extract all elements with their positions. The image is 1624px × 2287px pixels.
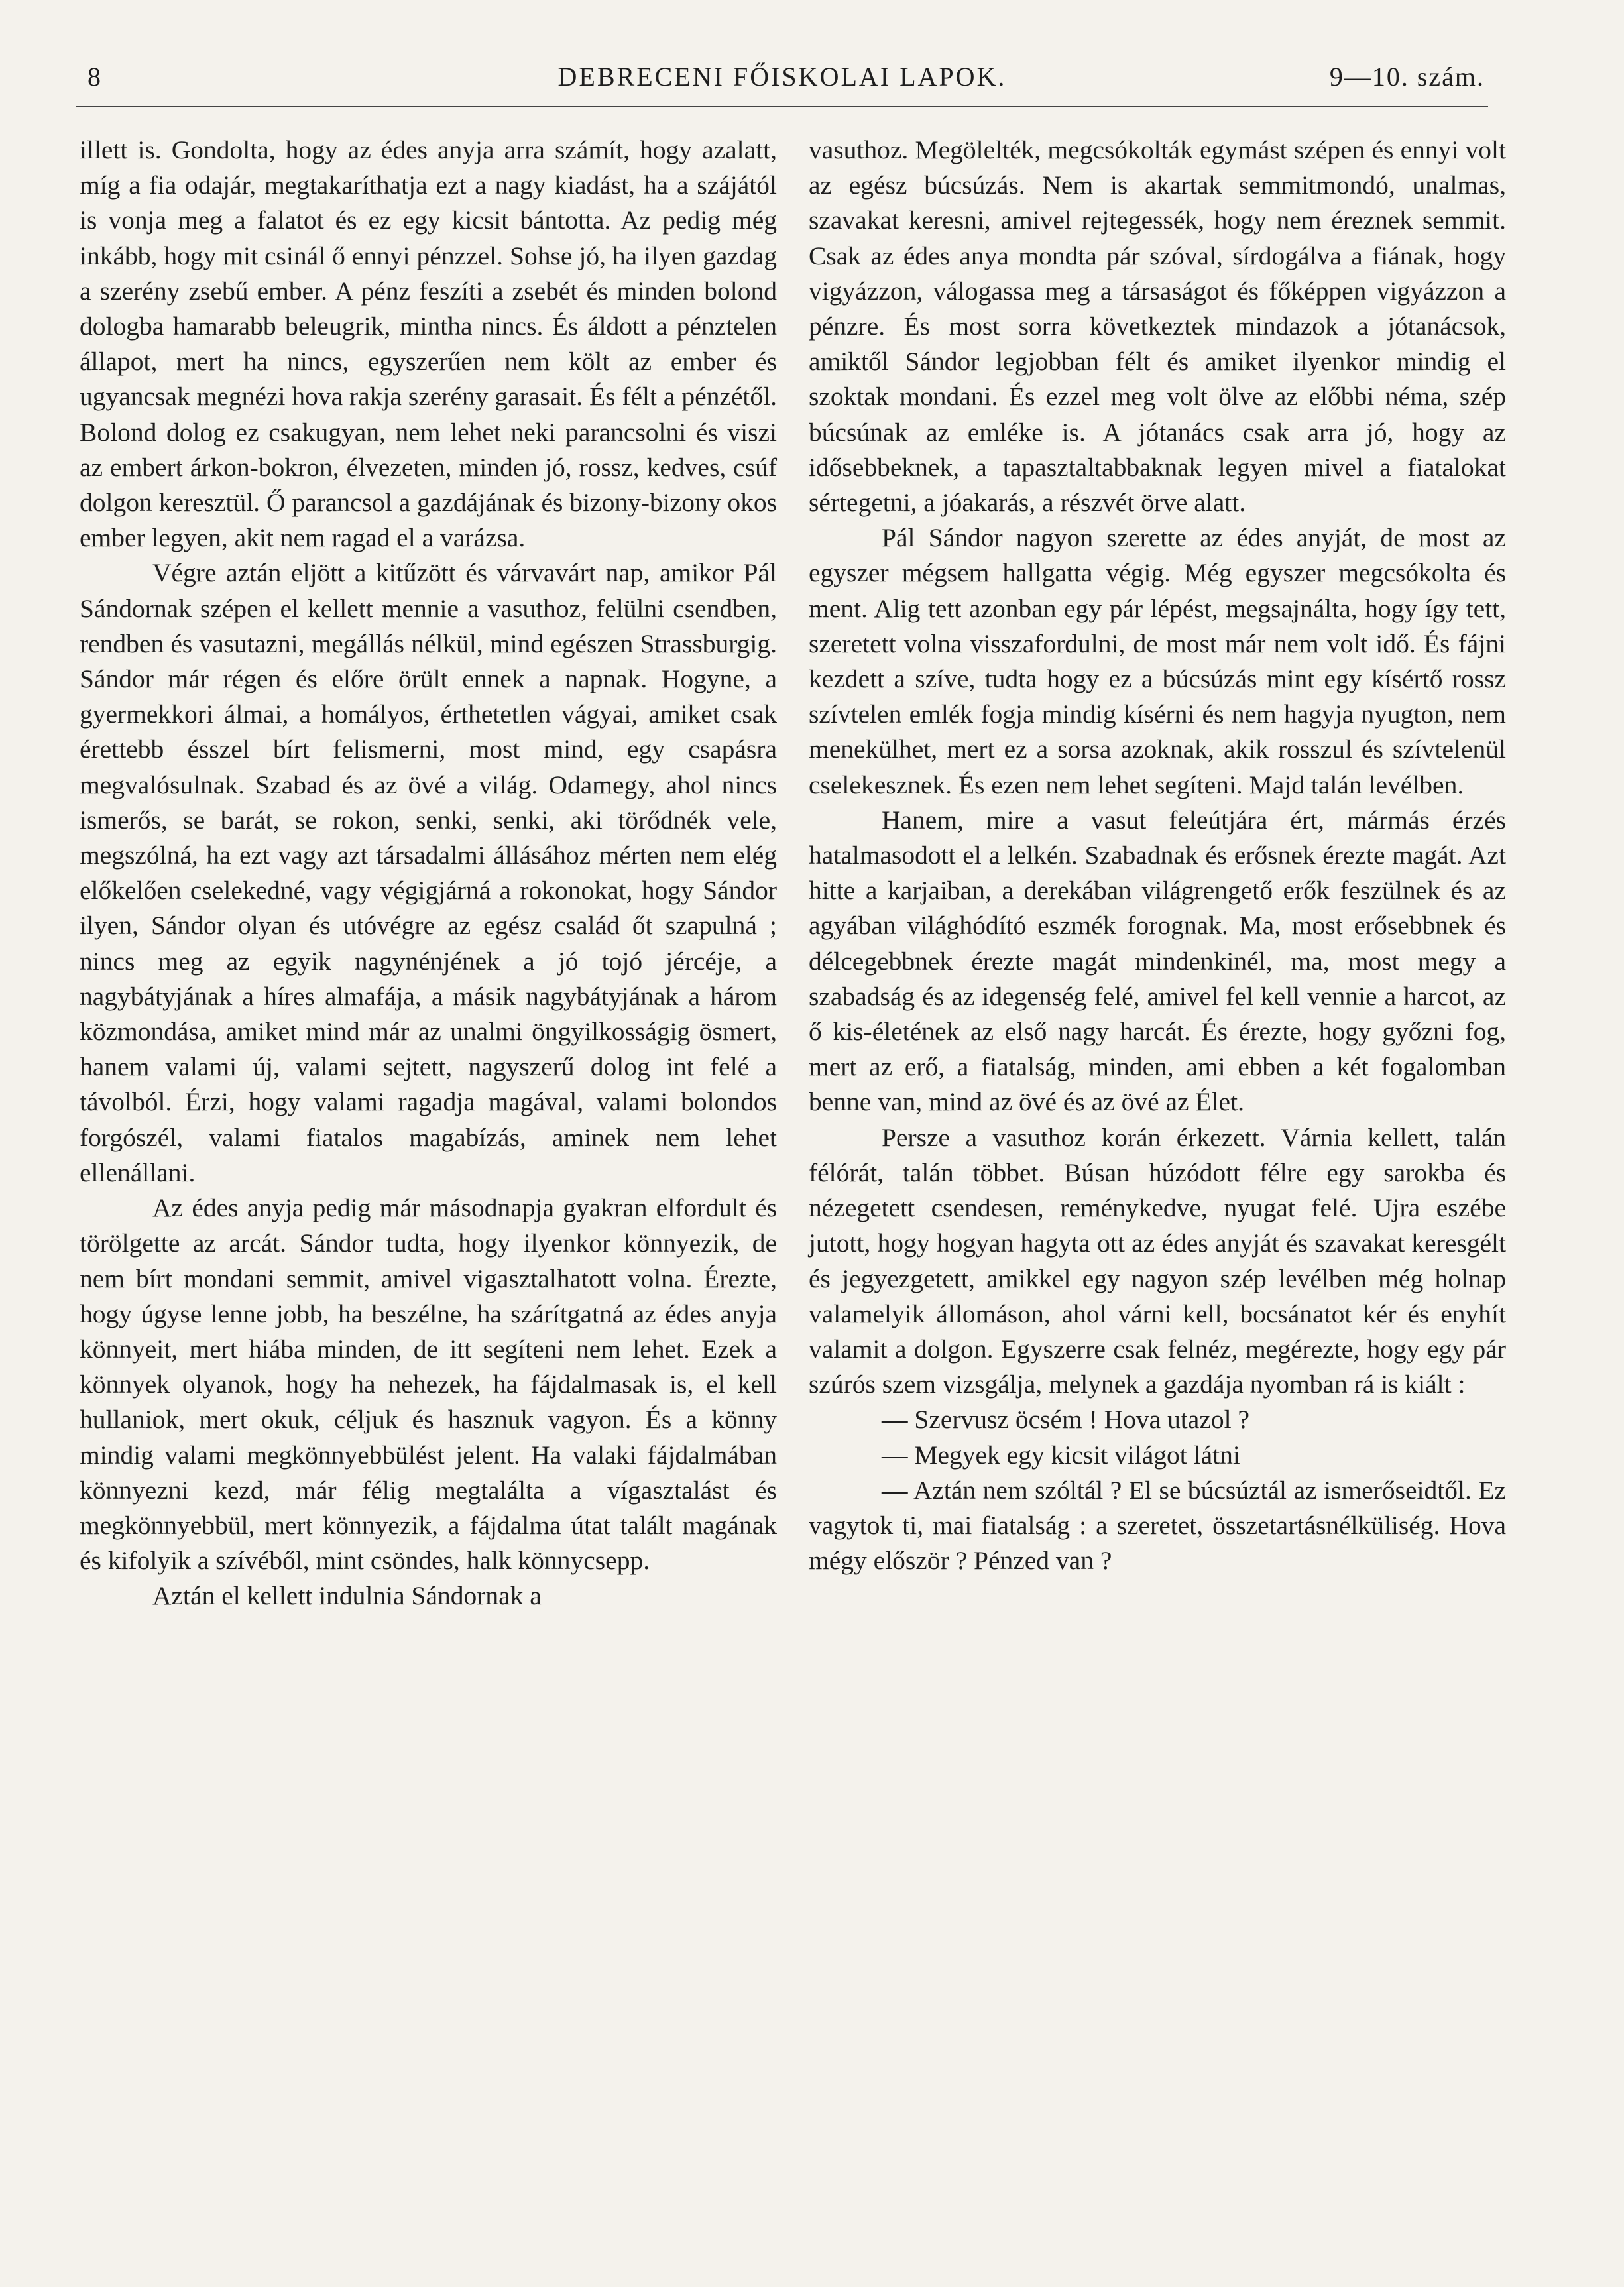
left-column (80, 133, 777, 1614)
journal-title: DEBRECENI FŐISKOLAI LAPOK. (557, 62, 1007, 91)
page-header (80, 61, 1485, 101)
paragraph: Pál Sándor nagyon szerette az édes anyját, de most az egyszer mégsem hallgatta végig. Még egyszer megcsókolta és ment. Alig tett azonban egy pár lépést, megsajnálta, hogy így tett, szeretett volna visszafordulni, de most már nem volt idő. És fájni kezdett a szíve, tudta hogy ez a búcsúzás mint egy kísértő rossz szívtelen emlék fogja mindig kísérni és nem hagyja nyugton, nem menekülhet, mert ez a sorsa azoknak, akik rosszul és szívtelenül cselekesznek. És ezen nem lehet segíteni. Majd talán levélben. (809, 523, 1506, 799)
right-column (809, 133, 1506, 1578)
issue-number: 9—10. szám. (1329, 62, 1485, 91)
paragraph: Hanem, mire a vasut feleútjára ért, mármás érzés hatalmasodott el a lelkén. Szabadnak és erősnek érezte magát. Azt hitte a karjaiban, a derekában világrengető erők feszülnek és az agyában világhódító eszmék forognak. Ma, most erősebbnek és délcegebbnek érezte magát mindenkinél, ma, most megy a szabadság és az idegenség felé, amivel fel kell vennie a harcot, az ő kis-életének az első nagy harcát. És érezte, hogy győzni fog, mert az erő, a fiatalság, minden, ami ebben a két fogalomban benne van, mind az övé és az övé az Élet. (809, 805, 1506, 1117)
page-number: 8 (87, 62, 102, 91)
paragraph: vasuthoz. Megölelték, megcsókolták egymást szépen és ennyi volt az egész búcsúzás. Nem is akartak semmitmondó, unalmas, szavakat keresni, amivel rejtegessék, hogy nem éreznek semmit. Csak az édes anya mondta pár szóval, sírdogálva a fiának, hogy vigyázzon, válogassa meg a társaságot és főképpen vigyázzon a pénzre. És most sorra következtek mindazok a jótanácsok, amiktől Sándor legjobban félt és amiket ilyenkor mindig el szoktak mondani. És ezzel meg volt ölve az előbbi néma, szép búcsúnak az emléke is. A jótanács csak arra jó, hogy az idősebbeknek, a tapasztaltabbaknak legyen mivel a fiatalokat sértegetni, a jóakarás, a részvét örve alatt. (809, 135, 1506, 518)
header-rule (76, 106, 1488, 107)
paragraph: Aztán el kellett indulnia Sándornak a (152, 1581, 542, 1611)
paragraph: Végre aztán eljött a kitűzött és várvavárt nap, amikor Pál Sándornak szépen el kellett mennie a vasuthoz, felülni csendben, rendben és vasutazni, megállás nélkül, mind egészen Strassburgig. Sándor már régen és előre örült ennek a napnak. Hogyne, a gyermekkori álmai, a homályos, érthetetlen vágyai, amiket csak érettebb ésszel bírt felismerni, most mind, egy csapásra megvalósulnak. Szabad és az övé a világ. Odamegy, ahol nincs ismerős, se barát, se rokon, senki, senki, aki törődnék vele, megszólná, ha ezt vagy azt társadalmi állásához mérten nem elég előkelően cselekedné, vagy végigjárná a rokonokat, hogy Sándor ilyen, Sándor olyan és utóvégre az egész család őt szapulná ; nincs meg az egyik nagynénjének a jó tojó jércéje, a nagybátyjának a híres almafája, a másik nagybátyjának a három közmondása, amiket mind már az unalmi öngyilkosságig ösmert, hanem valami új, valami sejtett, nagyszerű dolog int felé a távolból. Érzi, hogy valami ragadja magával, valami bolondos forgószél, valami fiatalos magabízás, aminek nem lehet ellenállani. (80, 558, 777, 1187)
paragraph: Az édes anyja pedig már másodnapja gyakran elfordult és törölgette az arcát. Sándor tudta, hogy ilyenkor könnyezik, de nem bírt mondani semmit, amivel vigasztalhatott volna. Érezte, hogy úgyse lenne jobb, ha beszélne, ha szárítgatná az édes anyja könnyeit, mert hiába minden, de itt segíteni nem lehet. Ezek a könnyek olyanok, hogy ha nehezek, ha fájdalmasak is, el kell hullaniok, mert okuk, céljuk és hasznuk vagyon. És a könny mindig valami megkönnyebbülést jelent. Ha valaki fájdalmában könnyezni kezd, már félig megtalálta a vígasztalást és megkönnyebbül, mert könnyezik, a fájdalma útat talált magának és kifolyik a szívéből, mint csöndes, halk könnycsepp. (80, 1193, 777, 1576)
dialogue-line: — Aztán nem szóltál ? El se búcsúztál az ismerőseidtől. Ez vagytok ti, mai fiatalság : a szeretet, összetartásnélküliség. Hova mégy először ? Pénzed van ? (809, 1475, 1506, 1576)
paragraph: illett is. Gondolta, hogy az édes anyja arra számít, hogy azalatt, míg a fia odajár, megtakaríthatja ezt a nagy kiadást, ha a szájától is vonja meg a falatot és ez egy kicsit bántotta. Az pedig még inkább, hogy mit csinál ő ennyi pénzzel. Sohse jó, ha ilyen gazdag a szerény zsebű ember. A pénz feszíti a zsebét és minden bolond dologba hamarabb beleugrik, mintha nincs. És áldott a pénztelen állapot, mert ha nincs, egyszerűen nem költ az ember és ugyancsak megnézi hova rakja szerény garasait. És félt a pénzétől. Bolond dolog ez csakugyan, nem lehet neki parancsolni és viszi az embert árkon-bokron, élvezeten, minden jó, rossz, kedves, csúf dolgon keresztül. Ő parancsol a gazdájának és bizony-bizony okos ember legyen, akit nem ragad el a varázsa. (80, 135, 777, 553)
paragraph: Persze a vasuthoz korán érkezett. Várnia kellett, talán félórát, talán többet. Búsan húzódott félre egy sarokba és nézegetett csendesen, reménykedve, nyugat felé. Ujra eszébe jutott, hogy hogyan hagyta ott az édes anyját és szavakat keresgélt és jegyezgetett, amikkel egy nagyon szép levélben még holnap valamelyik állomáson, ahol várni kell, bocsánatot kér és enyhít valamit a dolgon. Egyszerre csak felnéz, megérezte, hogy egy pár szúrós szem vizsgálja, melynek a gazdája nyomban rá is kiált : (809, 1122, 1506, 1399)
dialogue-line: — Megyek egy kicsit világot látni (882, 1440, 1240, 1470)
dialogue-line: — Szervusz öcsém ! Hova utazol ? (882, 1405, 1250, 1435)
